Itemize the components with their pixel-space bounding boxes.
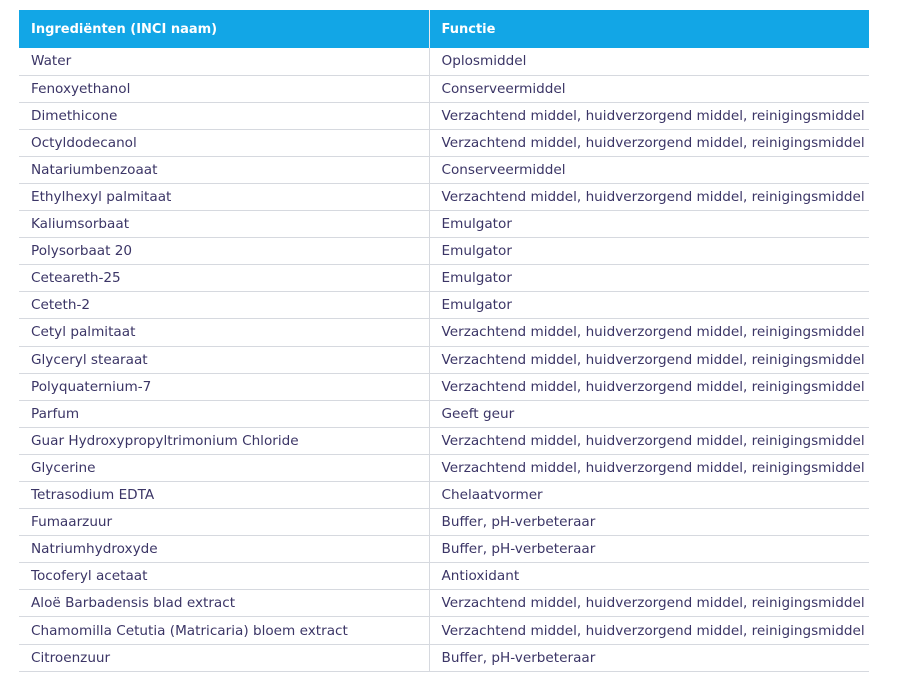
- ingredient-cell: Chamomilla Cetutia (Matricaria) bloem extract: [19, 617, 429, 644]
- function-cell: Buffer, pH-verbeteraar: [429, 536, 869, 563]
- table-row: [19, 319, 869, 346]
- ingredient-cell: Tocoferyl acetaat: [19, 563, 429, 590]
- header-ingredients: Ingrediënten (INCI naam): [19, 10, 429, 48]
- ingredient-cell: Octyldodecanol: [19, 129, 429, 156]
- table-row: [19, 617, 869, 644]
- function-cell: Emulgator: [429, 211, 869, 238]
- function-cell: Antioxidant: [429, 563, 869, 590]
- table-row: [19, 373, 869, 400]
- table-row: [19, 454, 869, 481]
- ingredient-cell: Polyquaternium-7: [19, 373, 429, 400]
- table-row: [19, 183, 869, 210]
- table-row: [19, 427, 869, 454]
- table-row: [19, 211, 869, 238]
- table-row: [19, 563, 869, 590]
- ingredient-cell: Natariumbenzoaat: [19, 156, 429, 183]
- ingredient-cell: Dimethicone: [19, 102, 429, 129]
- table-row: [19, 75, 869, 102]
- function-cell: Verzachtend middel, huidverzorgend middel, reinigingsmiddel: [429, 454, 869, 481]
- function-cell: Verzachtend middel, huidverzorgend middel, reinigingsmiddel: [429, 617, 869, 644]
- function-cell: Emulgator: [429, 238, 869, 265]
- ingredient-cell: Ceteth-2: [19, 292, 429, 319]
- function-cell: Verzachtend middel, huidverzorgend middel, reinigingsmiddel: [429, 102, 869, 129]
- function-cell: Geeft geur: [429, 400, 869, 427]
- header-row: [19, 10, 869, 48]
- ingredient-cell: Polysorbaat 20: [19, 238, 429, 265]
- ingredient-cell: Fumaarzuur: [19, 509, 429, 536]
- function-cell: Verzachtend middel, huidverzorgend middel, reinigingsmiddel: [429, 183, 869, 210]
- ingredient-cell: Parfum: [19, 400, 429, 427]
- table-row: [19, 400, 869, 427]
- ingredient-cell: Water: [19, 48, 429, 75]
- ingredient-cell: Ethylhexyl palmitaat: [19, 183, 429, 210]
- ingredient-cell: Kaliumsorbaat: [19, 211, 429, 238]
- ingredient-cell: Glyceryl stearaat: [19, 346, 429, 373]
- ingredient-cell: Cetyl palmitaat: [19, 319, 429, 346]
- ingredient-cell: Glycerine: [19, 454, 429, 481]
- function-cell: Verzachtend middel, huidverzorgend middel, reinigingsmiddel: [429, 319, 869, 346]
- function-cell: Emulgator: [429, 292, 869, 319]
- table-row: [19, 590, 869, 617]
- ingredient-cell: Fenoxyethanol: [19, 75, 429, 102]
- function-cell: Buffer, pH-verbeteraar: [429, 644, 869, 671]
- function-cell: Buffer, pH-verbeteraar: [429, 509, 869, 536]
- function-cell: Verzachtend middel, huidverzorgend middel, reinigingsmiddel: [429, 373, 869, 400]
- table-row: [19, 536, 869, 563]
- table-row: [19, 102, 869, 129]
- ingredient-cell: Ceteareth-25: [19, 265, 429, 292]
- table-row: [19, 644, 869, 671]
- table-header: [19, 10, 869, 48]
- table-row: [19, 265, 869, 292]
- function-cell: Verzachtend middel, huidverzorgend middel, reinigingsmiddel: [429, 590, 869, 617]
- function-cell: Chelaatvormer: [429, 482, 869, 509]
- function-cell: Conserveermiddel: [429, 156, 869, 183]
- table-row: [19, 346, 869, 373]
- function-cell: Verzachtend middel, huidverzorgend middel, reinigingsmiddel: [429, 346, 869, 373]
- function-cell: Verzachtend middel, huidverzorgend middel, reinigingsmiddel: [429, 129, 869, 156]
- table-row: [19, 48, 869, 75]
- table-row: [19, 129, 869, 156]
- function-cell: Emulgator: [429, 265, 869, 292]
- ingredient-cell: Natriumhydroxyde: [19, 536, 429, 563]
- table-row: [19, 156, 869, 183]
- function-cell: Oplosmiddel: [429, 48, 869, 75]
- function-cell: Verzachtend middel, huidverzorgend middel, reinigingsmiddel: [429, 427, 869, 454]
- ingredient-cell: Guar Hydroxypropyltrimonium Chloride: [19, 427, 429, 454]
- table-row: [19, 292, 869, 319]
- function-cell: Conserveermiddel: [429, 75, 869, 102]
- ingredient-cell: Aloë Barbadensis blad extract: [19, 590, 429, 617]
- table-body: [19, 48, 869, 671]
- header-function: Functie: [429, 10, 869, 48]
- ingredient-cell: Tetrasodium EDTA: [19, 482, 429, 509]
- table-row: [19, 482, 869, 509]
- table-row: [19, 509, 869, 536]
- ingredient-cell: Citroenzuur: [19, 644, 429, 671]
- table-row: [19, 238, 869, 265]
- ingredients-table: [19, 10, 869, 672]
